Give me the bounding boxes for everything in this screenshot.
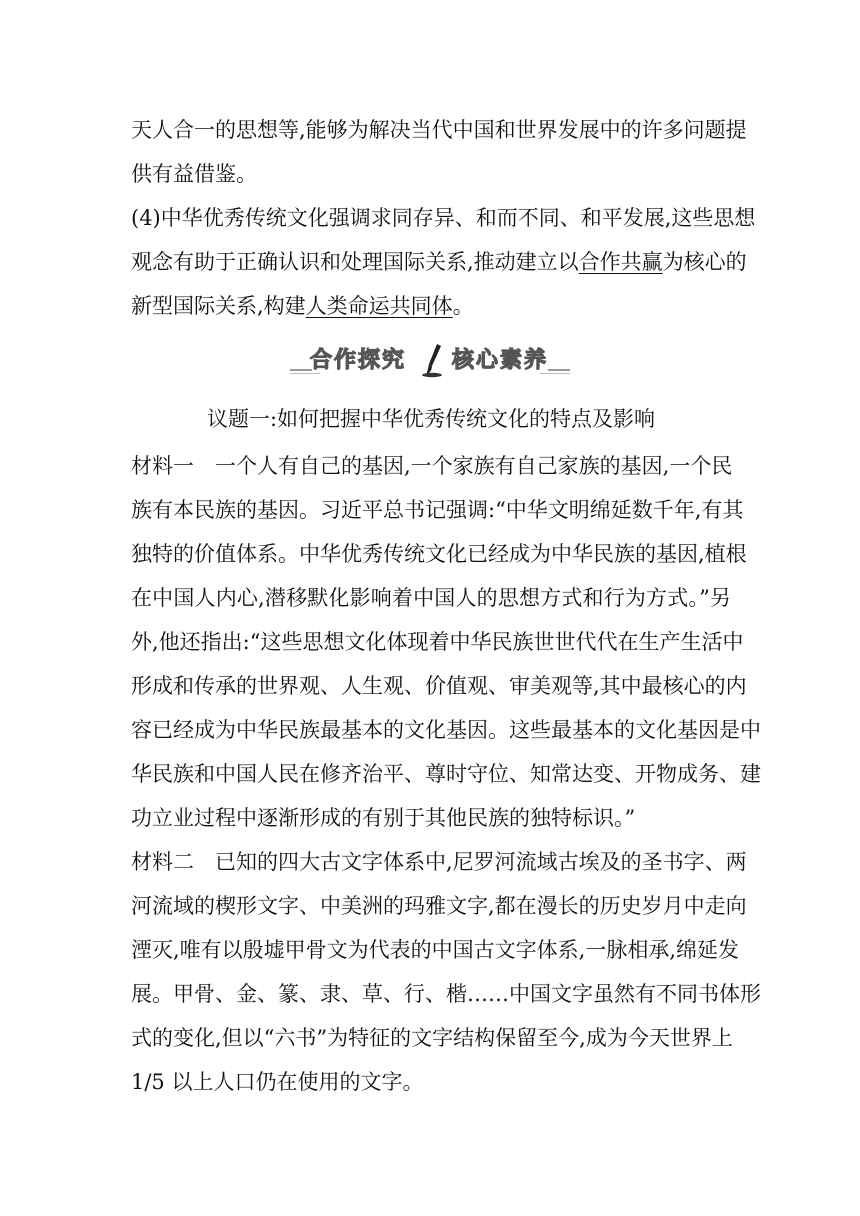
topic-title: 议题一:如何把握中华优秀传统文化的特点及影响 — [206, 407, 656, 431]
underlined-term-cooperation: 合作共赢 — [578, 250, 663, 274]
intro-line-5-before: 新型国际关系,构建 — [131, 294, 306, 318]
intro-line-3: (4)中华优秀传统文化强调求同存异、和而不同、和平发展,这些思想 — [131, 206, 756, 230]
material-one-line-4: 在中国人内心,潜移默化影响着中国人的思想方式和行为方式。”另 — [131, 586, 731, 610]
material-one-line-3: 独特的价值体系。中华优秀传统文化已经成为中华民族的基因,植根 — [131, 542, 747, 566]
intro-line-1: 天人合一的思想等,能够为解决当代中国和世界发展中的许多问题提 — [131, 118, 747, 142]
material-one-line-9: 功立业过程中逐渐形成的有别于其他民族的独特标识。” — [131, 806, 636, 830]
material-one-line-2: 族有本民族的基因。习近平总书记强调:“中华文明绵延数千年,有其 — [131, 498, 744, 522]
intro-line-5 — [131, 286, 731, 326]
underlined-term-community: 人类命运共同体 — [305, 294, 453, 318]
material-two-line-3: 湮灭,唯有以殷墟甲骨文为代表的中国古文字体系,一脉相承,绵延发 — [131, 938, 740, 962]
material-two-line-4: 展。甲骨、金、篆、隶、草、行、楷……中国文字虽然有不同书体形 — [131, 982, 761, 1006]
intro-line-2: 供有益借鉴。 — [131, 162, 257, 186]
material-two-line-1: 材料二 已知的四大古文字体系中,尼罗河流域古埃及的圣书字、两 — [131, 850, 747, 874]
material-two-line-6: 1/5 以上人口仍在使用的文字。 — [131, 1070, 424, 1094]
intro-line-4-before: 观念有助于正确认识和处理国际关系,推动建立以 — [131, 250, 579, 274]
material-two-line-2: 河流域的楔形文字、中美洲的玛雅文字,都在漫长的历史岁月中走向 — [131, 894, 747, 918]
intro-line-5-after: 。 — [452, 294, 474, 318]
section-banner — [290, 340, 570, 380]
material-one-line-6: 形成和传承的世界观、人生观、价值观、审美观等,其中最核心的内 — [131, 674, 747, 698]
banner-left-label: 合作探究 — [310, 348, 407, 373]
banner-rule-left — [290, 369, 312, 371]
material-two-line-5: 式的变化,但以“六书”为特征的文字结构保留至今,成为今天世界上 — [131, 1026, 733, 1050]
banner-rule-right — [548, 369, 570, 371]
intro-line-4-after: 为核心的 — [662, 250, 747, 274]
banner-right-label: 核心素养 — [452, 348, 549, 373]
material-one-line-8: 华民族和中国人民在修齐治平、尊时守位、知常达变、开物成务、建 — [131, 762, 761, 786]
material-one-line-5: 外,他还指出:“这些思想文化体现着中华民族世世代代在生产生活中 — [131, 630, 744, 654]
intro-line-4 — [131, 242, 747, 282]
material-one-line-1: 材料一 一个人有自己的基因,一个家族有自己家族的基因,一个民 — [131, 454, 733, 478]
brush-icon — [418, 342, 448, 378]
material-one-line-7: 容已经成为中华民族最基本的文化基因。这些最基本的文化基因是中 — [131, 718, 761, 742]
